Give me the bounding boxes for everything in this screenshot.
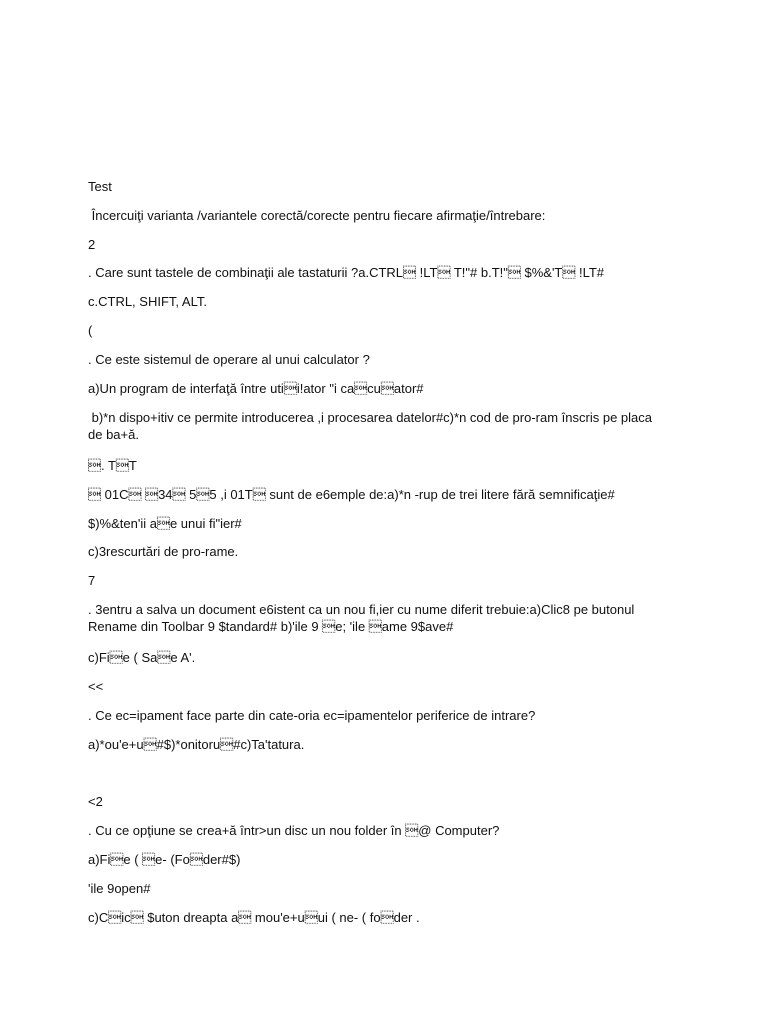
answer-option: a)Un program de interfaţă între utii!ator "i cacuator# [88,381,424,396]
answer-option: b)*n dispo+itiv ce permite introducerea ,i procesarea datelor#c)*n cod de pro-ram înscris pe placa de ba+ă. [88,410,656,442]
answer-option: a)*ou'e+u#$)*onitoru#c)Ta'tatura. [88,737,305,752]
question-number: 2 [88,237,96,252]
answer-option: c.CTRL, SHIFT, ALT. [88,294,207,309]
question-text: . Care sunt tastele de combinaţii ale tastaturii ?a.CTRL !LT T!"# b.T!" $%&'T !LT# [88,265,605,280]
answer-option: $)%&ten'ii ae unui fi"ier# [88,516,242,531]
question-number: << [88,679,104,694]
question-text: . Cu ce opţiune se crea+ă într>un disc un nou folder în @ Computer? [88,823,500,838]
answer-option: c)Cic $uton dreapta a mou'e+uui ( ne- ( foder . [88,910,420,925]
question-text: . Ce ec=ipament face parte din cate-oria ec=ipamentelor periferice de intrare? [88,708,536,723]
question-text: . TT [88,458,137,473]
question-text:  01C 34 55 ,i 01T sunt de e6emple de:a)*n -rup de trei litere fără semnificaţie# [88,487,615,502]
question-number: 7 [88,573,96,588]
instructions-text: Încercuiţi varianta /variantele corectă/corecte pentru fiecare afirmaţie/întrebare: [88,208,546,223]
question-text: . Ce este sistemul de operare al unui calculator ? [88,352,370,367]
question-number: ( [88,323,93,338]
question-number: <2 [88,794,103,809]
doc-title: Test [88,179,112,194]
answer-option: c)Fie ( Sae A'. [88,650,196,665]
answer-option: 'ile 9open# [88,881,151,896]
question-text: . 3entru a salva un document e6istent ca un nou fi,ier cu nume diferit trebuie:a)Clic8 pe butonul Rename din Toolbar 9 $tandard# b)'ile 9 e; 'ile ame 9$ave# [88,602,638,634]
answer-option: a)Fie ( e- (Foder#$) [88,852,241,867]
answer-option: c)3rescurtări de pro-rame. [88,544,239,559]
